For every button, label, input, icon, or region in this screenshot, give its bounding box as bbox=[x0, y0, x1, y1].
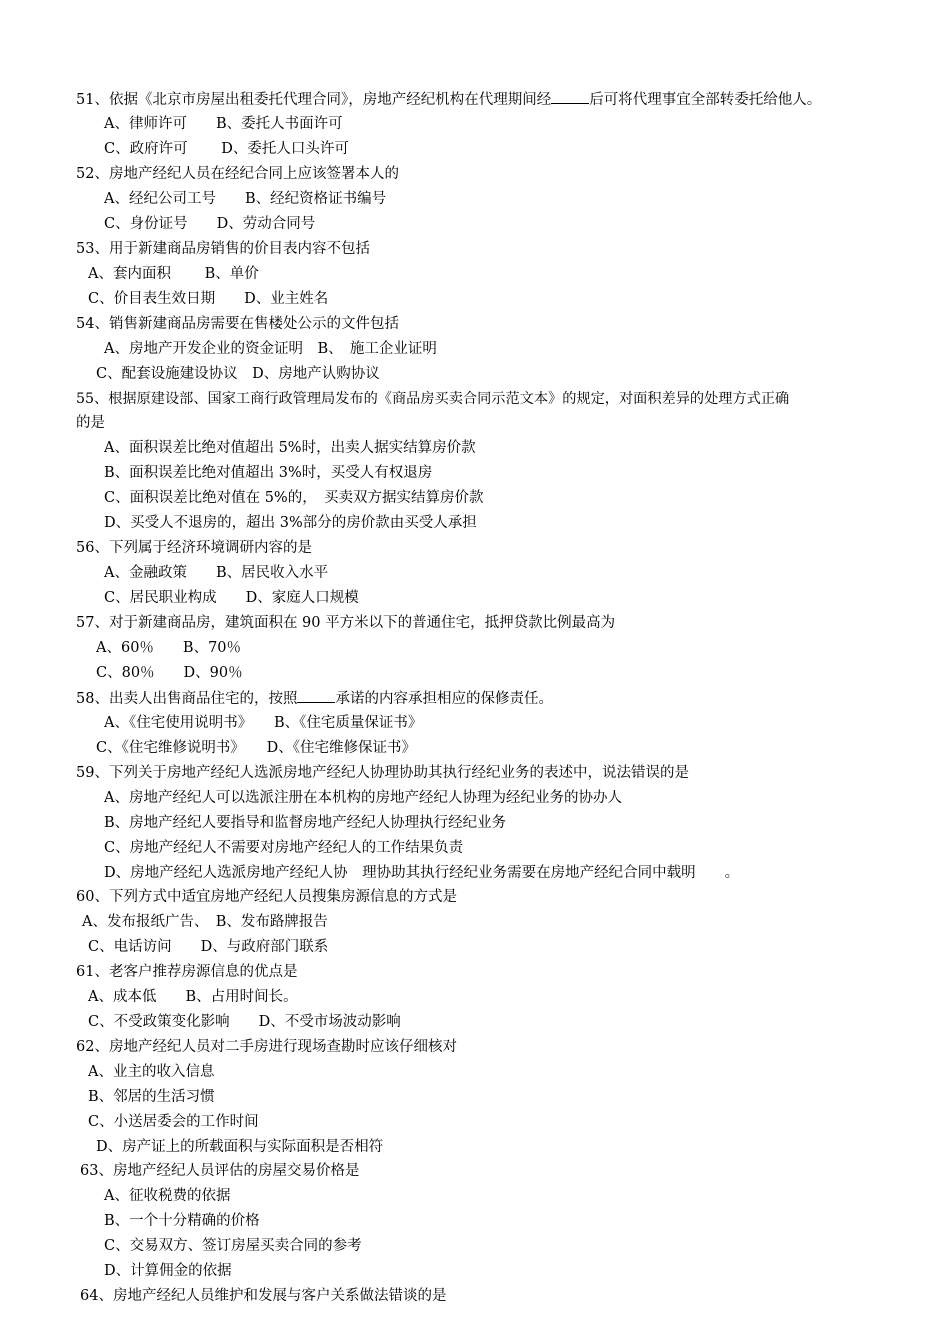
option-line: C、交易双方、签订房屋买卖合同的参考 bbox=[104, 1238, 362, 1254]
option-line: B、邻居的生活习惯 bbox=[88, 1089, 215, 1105]
question-57: 57、对于新建商品房，建筑面积在 90 平方米以下的普通住宅，抵押贷款比例最高为 bbox=[76, 615, 616, 631]
option-line: C、80％ D、90％ bbox=[96, 665, 243, 681]
option-line: A、征收税费的依据 bbox=[104, 1188, 231, 1204]
question-55-cont: 的是 bbox=[76, 415, 105, 431]
question-59: 59、下列关于房地产经纪人选派房地产经纪人协理协助其执行经纪业务的表述中，说法错误的是 bbox=[76, 765, 689, 781]
option-line: C、面积误差比绝对值在 5%的， 买卖双方据实结算房价款 bbox=[104, 490, 484, 506]
option-line: D、买受人不退房的，超出 3%部分的房价款由买受人承担 bbox=[104, 515, 477, 531]
question-63: 63、房地产经纪人员评估的房屋交易价格是 bbox=[80, 1163, 360, 1179]
option-line: A、经纪公司工号 B、经纪资格证书编号 bbox=[104, 191, 387, 207]
question-56: 56、下列属于经济环境调研内容的是 bbox=[76, 540, 312, 556]
option-line: C、价目表生效日期 D、业主姓名 bbox=[88, 291, 329, 307]
fill-blank bbox=[551, 89, 589, 104]
option-line: B、一个十分精确的价格 bbox=[104, 1213, 260, 1229]
question-64: 64、房地产经纪人员维护和发展与客户关系做法错谈的是 bbox=[80, 1288, 447, 1304]
option-line: C、电话访问 D、与政府部门联系 bbox=[88, 939, 329, 955]
question-62: 62、房地产经纪人员对二手房进行现场查勘时应该仔细核对 bbox=[76, 1039, 457, 1055]
fill-blank bbox=[297, 688, 335, 703]
option-line: A、套内面积 B、单价 bbox=[88, 266, 259, 282]
option-line: C、小送居委会的工作时间 bbox=[88, 1114, 259, 1130]
option-line: D、计算佣金的依据 bbox=[104, 1263, 232, 1279]
option-line: A、金融政策 B、居民收入水平 bbox=[104, 565, 329, 581]
option-line: A、面积误差比绝对值超出 5%时，出卖人据实结算房价款 bbox=[104, 440, 476, 456]
option-line: C、居民职业构成 D、家庭人口规模 bbox=[104, 590, 359, 606]
option-line: D、房地产经纪人选派房地产经纪人协 理协助其执行经纪业务需要在房地产经纪合同中载明 。 bbox=[104, 865, 740, 881]
option-line: A、60％ B、70％ bbox=[96, 640, 242, 656]
option-line: B、面积误差比绝对值超出 3%时，买受人有权退房 bbox=[104, 465, 433, 481]
question-58-text: 58、出卖人出售商品住宅的，按照 bbox=[76, 691, 298, 707]
option-line: A、发布报纸广告、 B、发布路牌报告 bbox=[82, 914, 328, 930]
option-line: A、律师许可 B、委托人书面许可 bbox=[104, 116, 343, 132]
question-51 bbox=[76, 89, 821, 109]
question-60: 60、下列方式中适宜房地产经纪人员搜集房源信息的方式是 bbox=[76, 889, 457, 905]
option-line: C、《住宅维修说明书》 D、《住宅维修保证书》 bbox=[96, 740, 416, 756]
question-54: 54、销售新建商品房需要在售楼处公示的文件包括 bbox=[76, 316, 399, 332]
question-51-text: 51、依据《北京市房屋出租委托代理合同》，房地产经纪机构在代理期间经 bbox=[76, 92, 552, 108]
question-52: 52、房地产经纪人员在经纪合同上应该签署本人的 bbox=[76, 166, 399, 182]
option-line: B、房地产经纪人要指导和监督房地产经纪人协理执行经纪业务 bbox=[104, 815, 507, 831]
option-line: C、配套设施建设协议 D、房地产认购协议 bbox=[96, 366, 380, 382]
option-line: A、《住宅使用说明书》 B、《住宅质量保证书》 bbox=[104, 715, 423, 731]
question-53: 53、用于新建商品房销售的价目表内容不包括 bbox=[76, 241, 370, 257]
option-line: C、房地产经纪人不需要对房地产经纪人的工作结果负责 bbox=[104, 840, 464, 856]
question-51-text-end: 后可将代理事宜全部转委托给他人。 bbox=[589, 92, 822, 108]
question-55: 55、根据原建设部、国家工商行政管理局发布的《商品房买卖合同示范文本》的规定，对面积差异的处理方式正确 bbox=[76, 391, 790, 407]
option-line: A、房地产经纪人可以选派注册在本机构的房地产经纪人协理为经纪业务的协办人 bbox=[104, 790, 622, 806]
question-58 bbox=[76, 688, 553, 708]
option-line: A、房地产开发企业的资金证明 B、 施工企业证明 bbox=[104, 341, 437, 357]
option-line: C、身份证号 D、劳动合同号 bbox=[104, 216, 316, 232]
option-line: C、政府许可 D、委托人口头许可 bbox=[104, 141, 349, 157]
option-line: C、不受政策变化影响 D、不受市场波动影响 bbox=[88, 1014, 401, 1030]
question-58-text-end: 承诺的内容承担相应的保修责任。 bbox=[335, 691, 553, 707]
option-line: A、业主的收入信息 bbox=[88, 1064, 215, 1080]
option-line: A、成本低 B、占用时间长。 bbox=[88, 989, 298, 1005]
option-line: D、房产证上的所载面积与实际面积是否相符 bbox=[96, 1139, 384, 1155]
question-61: 61、老客户推荐房源信息的优点是 bbox=[76, 964, 298, 980]
